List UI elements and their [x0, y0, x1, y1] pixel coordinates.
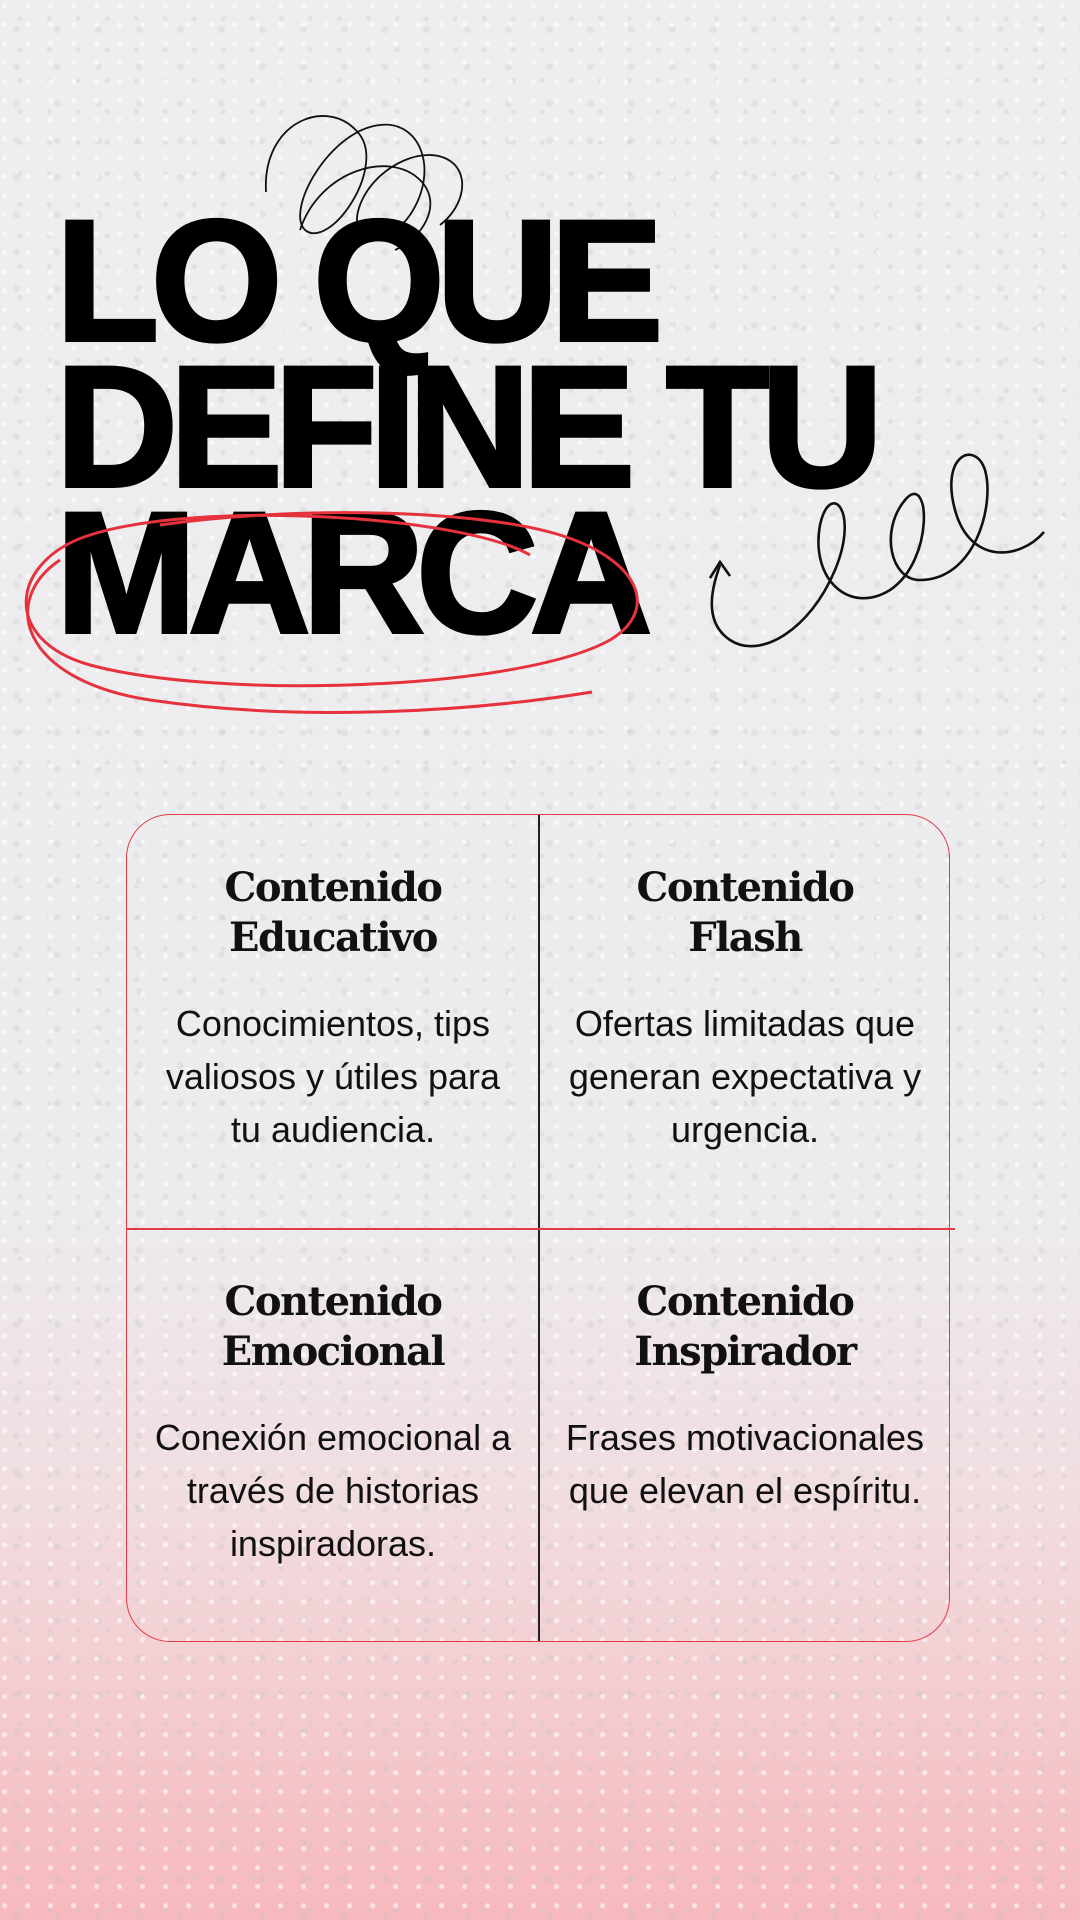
card-title-line-2: Inspirador: [634, 1328, 856, 1375]
card-title-line-1: Contenido: [636, 1278, 854, 1325]
card-description: Conocimientos, tips valiosos y útiles para tu audiencia.: [165, 1003, 501, 1150]
card-description: Frases motivacionales que elevan el espíritu.: [565, 1417, 925, 1511]
card-title: [127, 863, 539, 963]
card-title: [539, 863, 951, 963]
card-title: [127, 1277, 539, 1377]
card-title: [539, 1277, 951, 1377]
card-title-line-2: Educativo: [229, 914, 437, 961]
headline-line-2: DEFINE TU: [56, 331, 876, 523]
card-title-line-1: Contenido: [636, 864, 854, 911]
card-description: Conexión emocional a través de historias inspiradoras.: [154, 1417, 512, 1564]
headline-line-3: MARCA: [56, 477, 645, 669]
card-emocional: [127, 1229, 539, 1642]
headline: [56, 185, 899, 669]
content-types-grid: [126, 814, 950, 1642]
card-description: Ofertas limitadas que generan expectativa y urgencia.: [568, 1003, 922, 1150]
headline-line-1: LO QUE: [56, 185, 656, 377]
card-title-line-1: Contenido: [224, 864, 442, 911]
card-inspirador: [539, 1229, 951, 1642]
card-flash: [539, 815, 951, 1228]
card-title-line-2: Flash: [688, 914, 802, 961]
card-title-line-1: Contenido: [224, 1278, 442, 1325]
card-title-line-2: Emocional: [221, 1328, 445, 1375]
card-educativo: [127, 815, 539, 1228]
